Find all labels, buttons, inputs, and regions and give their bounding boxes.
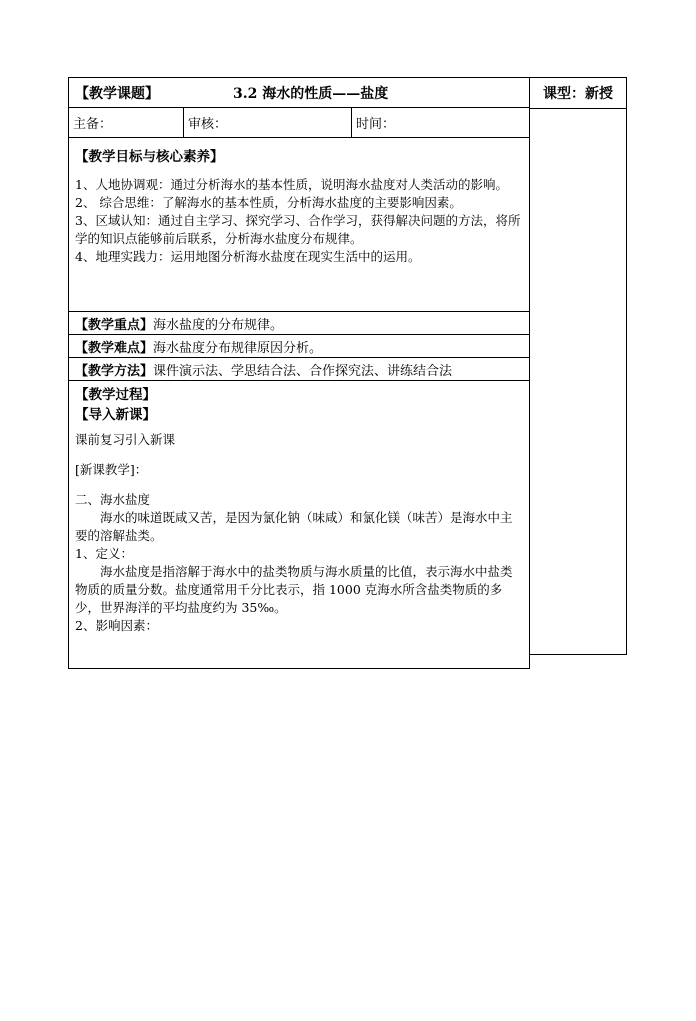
- goals-heading: 【教学目标与核心素养】: [75, 149, 224, 165]
- definition-text: 海水盐度是指溶解于海水中的盐类物质与海水质量的比值，表示海水中盐类物质的质量分数。盐度通常用千分比表示，指 1000 克海水所含盐类物质的多少，世界海洋的平均盐度约为 35‰。: [75, 564, 513, 615]
- difficulty-label: 【教学难点】: [75, 340, 154, 356]
- section-heading: 二、海水盐度: [75, 492, 151, 507]
- key-point-text: 海水盐度的分布规律。: [153, 317, 284, 333]
- meta-row: [68, 108, 530, 138]
- section-text: 海水的味道既咸又苦，是因为氯化钠（味咸）和氯化镁（味苦）是海水中主要的溶解盐类。: [75, 510, 513, 543]
- main-column: [68, 77, 530, 669]
- factors-label: 2、影响因素：: [75, 618, 158, 633]
- key-point-label: 【教学重点】: [75, 317, 154, 333]
- difficulty-text: 海水盐度分布规律原因分析。: [153, 340, 323, 356]
- process-section: [68, 381, 530, 669]
- method-label: 【教学方法】: [75, 363, 154, 379]
- goal-item: 1、人地协调观：通过分析海水的基本性质，说明海水盐度对人类活动的影响。: [75, 177, 508, 192]
- intro-heading: 【导入新课】: [75, 407, 156, 423]
- new-lesson-label: [新课教学]：: [75, 462, 148, 477]
- process-heading: 【教学过程】: [75, 387, 156, 403]
- topic-title: 3.2 海水的性质——盐度: [233, 85, 389, 102]
- intro-text: 课前复习引入新课: [75, 432, 176, 447]
- reviewer-cell: 审核：: [184, 108, 352, 137]
- topic-row: [68, 77, 530, 108]
- key-point-row: [68, 312, 530, 335]
- side-column: [530, 77, 627, 655]
- definition-label: 1、定义：: [75, 546, 133, 561]
- time-cell: 时间：: [356, 117, 396, 132]
- goal-item: 4、地理实践力：运用地图分析海水盐度在现实生活中的运用。: [75, 249, 421, 264]
- goal-item: 2、 综合思维：了解海水的基本性质，分析海水盐度的主要影响因素。: [75, 195, 462, 210]
- lesson-type: 课型：新授: [530, 78, 626, 109]
- goal-item: 3、区域认知：通过自主学习、探究学习、合作学习，获得解决问题的方法，将所学的知识点能够前后联系，分析海水盐度分布规律。: [75, 213, 521, 246]
- preparer-cell: 主备：: [69, 108, 184, 137]
- method-text: 课件演示法、学思结合法、合作探究法、讲练结合法: [153, 363, 453, 379]
- method-row: [68, 358, 530, 381]
- goals-section: [68, 138, 530, 312]
- topic-label: 【教学课题】: [75, 85, 159, 102]
- difficulty-row: [68, 335, 530, 358]
